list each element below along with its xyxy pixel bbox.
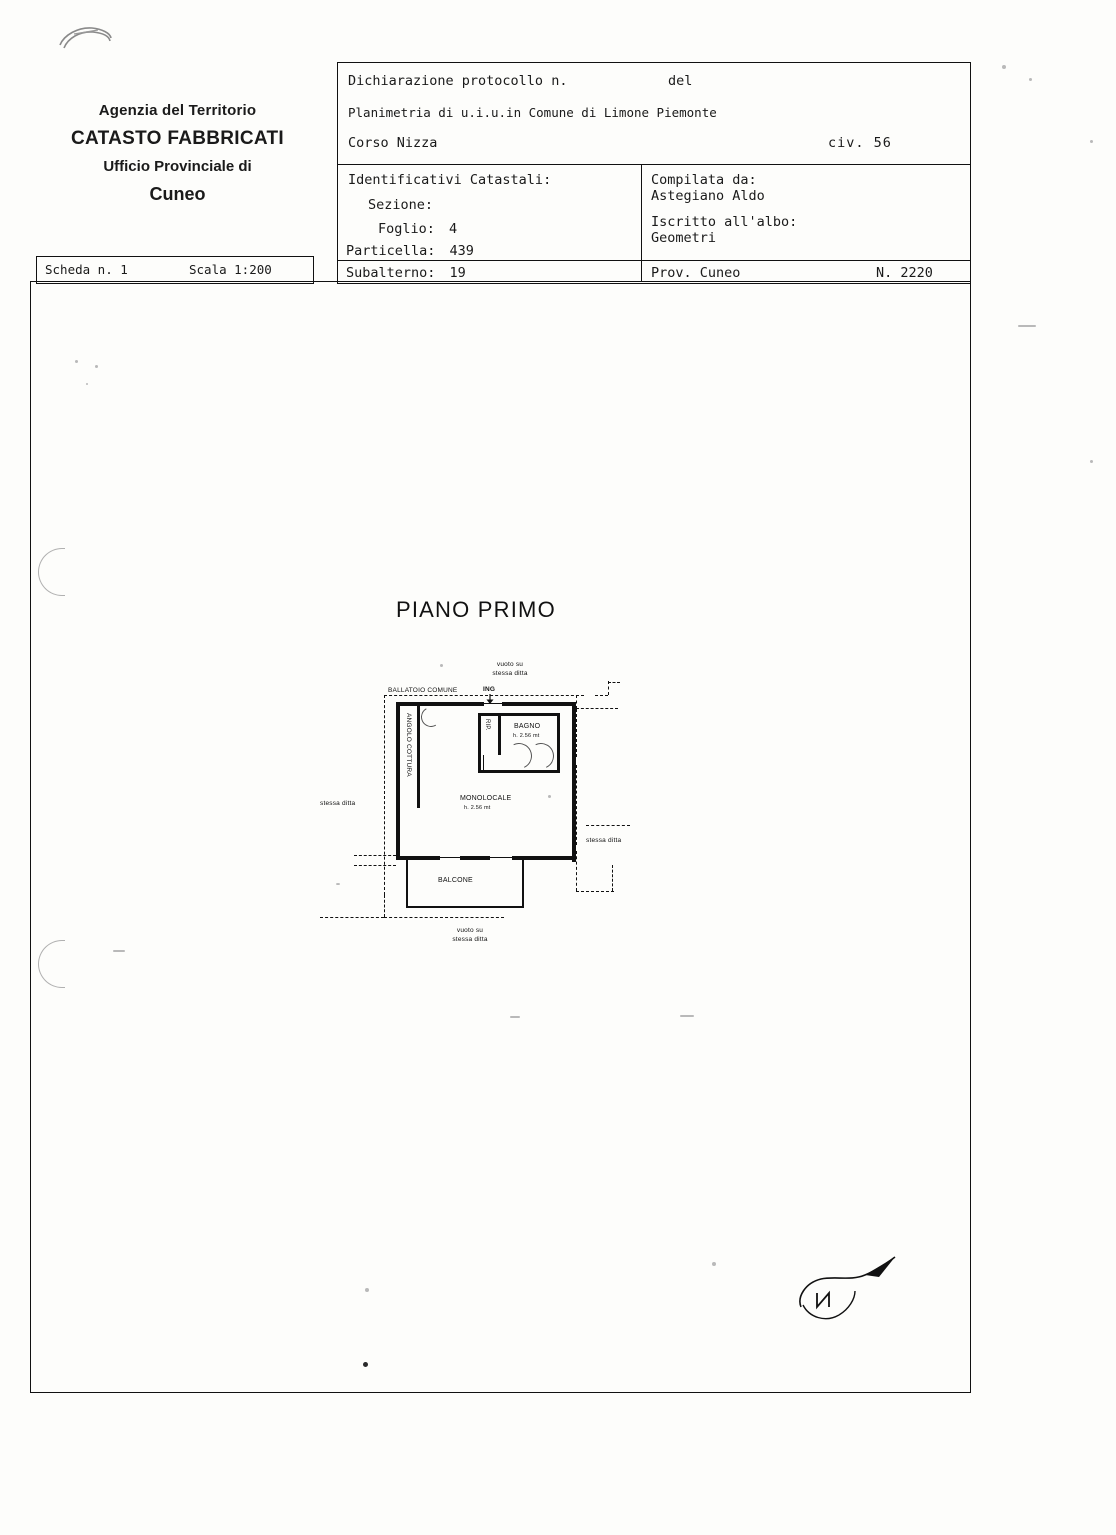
table-inner-divider	[338, 260, 641, 261]
boundary-right-mid-dashed	[586, 825, 630, 826]
boundary-dashed-vertical-2	[608, 681, 609, 695]
wall-balcony-right	[522, 860, 524, 908]
boundary-left-mid-dashed-2	[354, 865, 396, 866]
wall-top-right	[502, 702, 576, 706]
wall-balcony-bottom	[406, 906, 524, 908]
protocol-label: Dichiarazione protocollo n.	[348, 73, 568, 89]
opening-closet	[483, 755, 484, 771]
boundary-dashed-step	[576, 708, 618, 709]
boundary-bottom-dashed	[384, 917, 504, 918]
label-stessa-ditta-left: stessa ditta	[320, 800, 356, 807]
civic-number: civ. 56	[828, 135, 892, 151]
particella-row	[346, 243, 474, 259]
planimetry-line: Planimetria di u.i.u.in Comune di Limone Piemonte	[348, 105, 717, 120]
wall-closet-right	[498, 713, 501, 755]
scan-speck	[336, 883, 340, 885]
label-angolo-cottura: ANGOLO COTTURA	[405, 713, 412, 777]
label-vuoto-top-line1: vuoto su	[496, 661, 524, 668]
scan-speck	[548, 795, 551, 798]
registered-value: Geometri	[651, 230, 717, 246]
agency-register: CATASTO FABBRICATI	[71, 127, 284, 149]
boundary-left-mid-dashed	[354, 855, 396, 856]
agency-header	[40, 100, 315, 208]
wall-bathroom-left	[478, 713, 481, 773]
scan-speck	[1029, 78, 1032, 81]
door-swing-entrance	[419, 705, 443, 729]
address-value: Corso Nizza	[348, 135, 438, 151]
boundary-right-dashed-3	[576, 851, 577, 891]
opening-bottom-1	[440, 857, 460, 858]
scan-speck	[1002, 65, 1006, 69]
subalterno-row	[346, 265, 466, 281]
boundary-bottom-left-dashed	[320, 917, 384, 918]
scan-speck	[1090, 140, 1093, 143]
wall-bathroom-bottom	[478, 770, 560, 773]
particella-value: 439	[449, 243, 474, 259]
wall-bathroom-right	[557, 713, 560, 773]
scheda-number: Scheda n. 1	[45, 262, 128, 277]
entrance-arrow-icon	[483, 693, 497, 707]
label-vuoto-top-line2: stessa ditta	[492, 670, 528, 677]
label-ripostiglio: RIP.	[484, 719, 490, 731]
north-arrow-icon	[795, 1255, 905, 1345]
subalterno-value: 19	[449, 265, 466, 281]
floor-plan	[320, 655, 660, 955]
compiled-by-label: Compilata da:	[651, 172, 757, 188]
door-swing-closet	[524, 739, 557, 772]
compiled-by-name: Astegiano Aldo	[651, 188, 765, 204]
boundary-dashed-vertical	[576, 695, 577, 709]
header-table	[337, 62, 971, 284]
paperclip-artifact	[58, 25, 113, 51]
province-label: Prov. Cuneo	[651, 265, 741, 281]
wall-left	[396, 702, 400, 860]
label-monolocale: MONOLOCALE	[460, 795, 512, 802]
agency-name: Agenzia del Territorio	[98, 102, 257, 119]
foglio-value: 4	[449, 221, 458, 237]
boundary-top-dashed-segment	[595, 695, 608, 696]
label-vuoto-bottom-line1: vuoto su	[456, 927, 484, 934]
label-bagno: BAGNO	[514, 723, 541, 730]
protocol-date-label: del	[668, 73, 693, 89]
scan-speck	[1090, 460, 1093, 463]
table-inner-divider-right	[641, 260, 970, 261]
scan-speck	[440, 664, 443, 667]
registered-label: Iscritto all'albo:	[651, 214, 798, 230]
label-monolocale-height: h. 2.56 mt	[464, 805, 491, 811]
boundary-right-dashed-1	[576, 709, 577, 757]
sezione-label: Sezione:	[368, 197, 434, 213]
identifiers-row	[338, 164, 970, 282]
foglio-label: Foglio:	[378, 221, 435, 237]
subalterno-label: Subalterno:	[346, 265, 436, 281]
label-ballatoio-comune: BALLATOIO COMUNE	[388, 687, 458, 694]
opening-bottom-2	[490, 857, 512, 858]
boundary-right-bottom-dashed	[576, 891, 614, 892]
boundary-dashed-tick	[608, 682, 620, 683]
wall-bottom-mid	[460, 856, 490, 860]
scheda-box	[36, 256, 314, 284]
boundary-left-lower-dashed	[384, 895, 385, 917]
wall-top-left	[396, 702, 484, 706]
agency-office-label: Ufficio Provinciale di	[103, 158, 252, 175]
label-vuoto-bottom-line2: stessa ditta	[452, 936, 488, 943]
plan-title: PIANO PRIMO	[396, 597, 556, 622]
particella-label: Particella:	[346, 243, 436, 259]
wall-kitchen-partition	[417, 706, 420, 808]
boundary-right-dashed-2	[576, 765, 577, 845]
label-balcone: BALCONE	[438, 877, 473, 884]
professional-number: N. 2220	[876, 265, 933, 281]
wall-bathroom-top	[478, 713, 560, 716]
agency-office-city: Cuneo	[149, 183, 206, 204]
label-ingresso: ING	[483, 686, 496, 693]
boundary-right-riser-dashed	[612, 865, 613, 891]
foglio-row	[378, 221, 457, 237]
scan-speck	[1018, 325, 1036, 327]
opening-top-entrance	[484, 703, 502, 704]
label-stessa-ditta-right: stessa ditta	[586, 837, 622, 844]
wall-bottom-left	[396, 856, 440, 860]
scheda-scale: Scala 1:200	[189, 262, 272, 277]
cadastral-title: Identificativi Catastali:	[348, 172, 552, 188]
label-bagno-height: h. 2.56 mt	[513, 733, 540, 739]
wall-balcony-left	[406, 860, 408, 908]
